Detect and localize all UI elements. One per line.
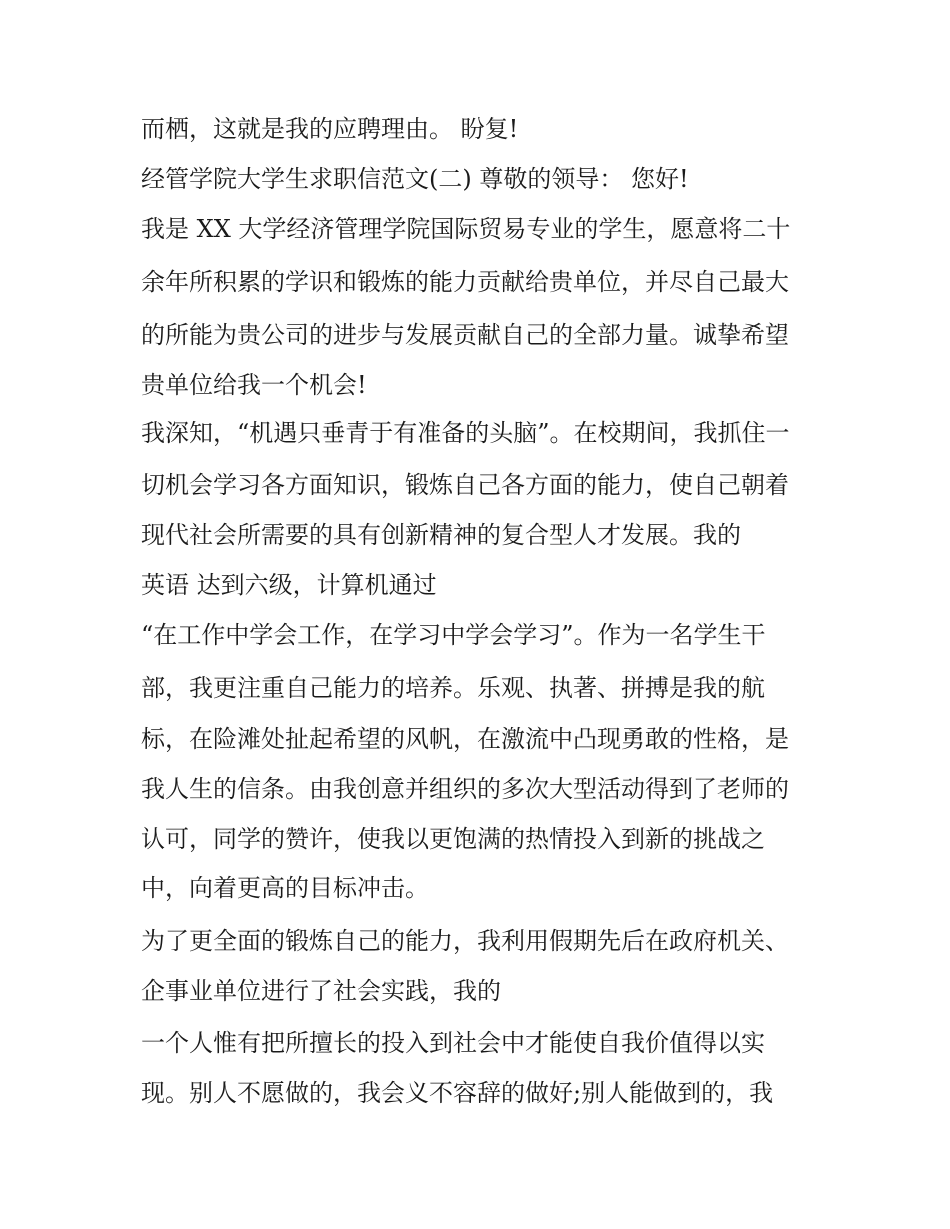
text-line: 标，在险滩处扯起希望的风帆，在激流中凸现勇敢的性格，是 (141, 725, 789, 753)
text-line: 经管学院大学生求职信范文(二) 尊敬的领导： 您好! (141, 165, 689, 193)
text-line: 英语 达到六级，计算机通过 (141, 571, 437, 599)
text-line: 认可，同学的赞许，使我以更饱满的热情投入到新的挑战之 (141, 825, 765, 853)
text-line: 的所能为贵公司的进步与发展贡献自己的全部力量。诚挚希望 (141, 321, 789, 349)
text-line: 一个人惟有把所擅长的投入到社会中才能使自我价值得以实 (141, 1029, 765, 1057)
text-line: “在工作中学会工作，在学习中学会学习”。作为一名学生干 (141, 621, 766, 649)
text-line: 而栖，这就是我的应聘理由。 盼复! (141, 115, 519, 143)
text-line: 我是 XX 大学经济管理学院国际贸易专业的学生，愿意将二十 (141, 215, 791, 243)
text-line: 部，我更注重自己能力的培养。乐观、执著、拼搏是我的航 (141, 674, 765, 702)
text-line: 为了更全面的锻炼自己的能力，我利用假期先后在政府机关、 (141, 927, 789, 955)
text-line: 切机会学习各方面知识，锻炼自己各方面的能力，使自己朝着 (141, 471, 789, 499)
text-line: 中，向着更高的目标冲击。 (141, 874, 429, 902)
text-line: 我人生的信条。由我创意并组织的多次大型活动得到了老师的 (141, 775, 789, 803)
text-line: 我深知，“机遇只垂青于有准备的头脑”。在校期间，我抓住一 (141, 419, 790, 447)
text-line: 现代社会所需要的具有创新精神的复合型人才发展。我的 (141, 521, 741, 549)
text-line: 现。别人不愿做的，我会义不容辞的做好;别人能做到的，我 (141, 1079, 774, 1107)
text-line: 贵单位给我一个机会! (141, 371, 367, 399)
text-line: 余年所积累的学识和锻炼的能力贡献给贵单位，并尽自己最大 (141, 268, 789, 296)
text-line: 企事业单位进行了社会实践，我的 (141, 977, 501, 1005)
